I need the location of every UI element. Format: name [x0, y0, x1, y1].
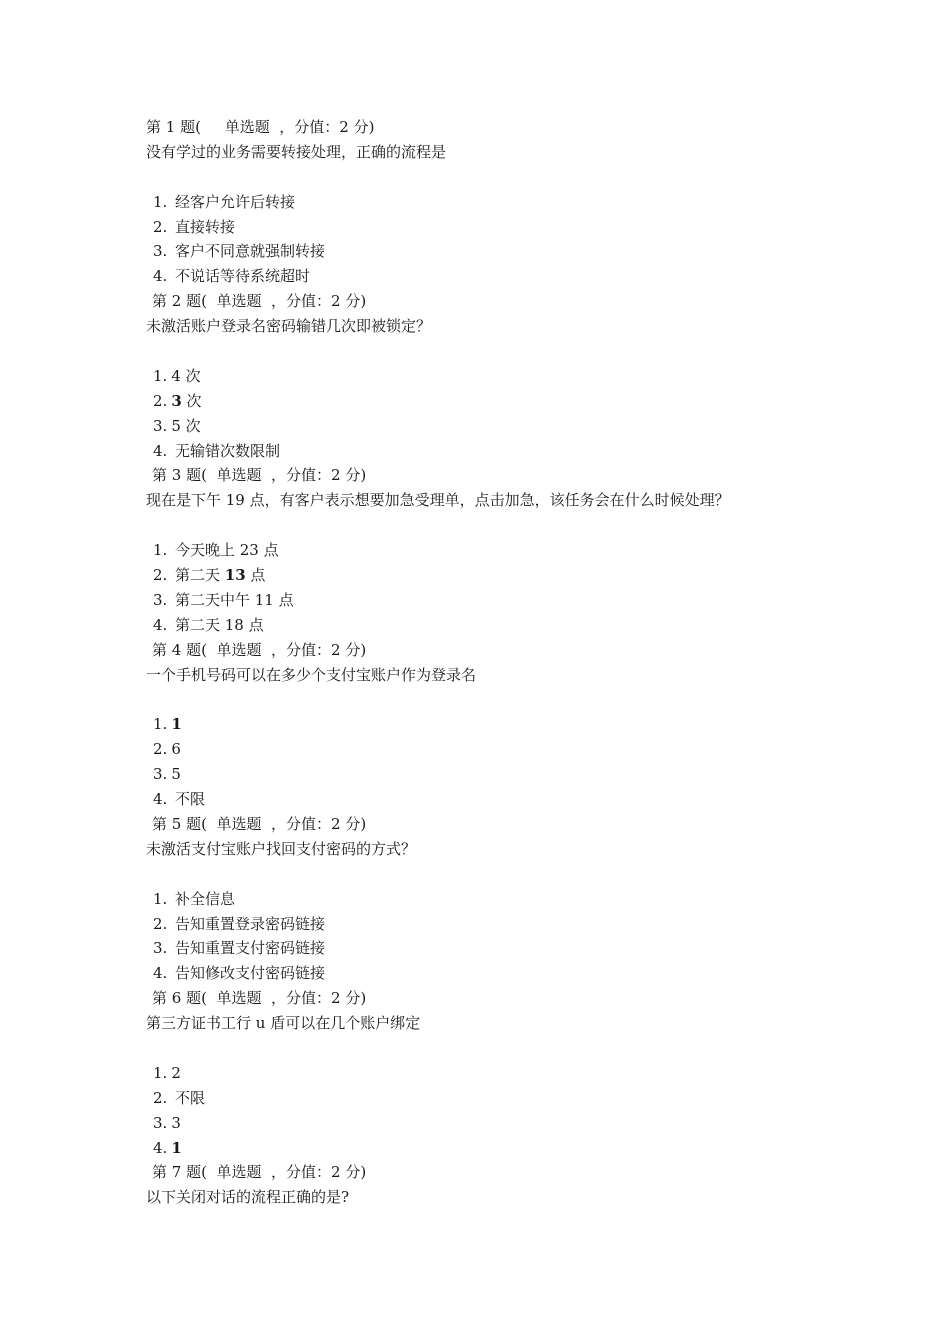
- question-header: 第 5 题( 单选题 ，分值：2 分): [152, 814, 367, 833]
- question-block: [0, 638, 950, 812]
- question-text: 第三方证书工行 u 盾可以在几个账户绑定: [146, 1014, 421, 1033]
- answer-option: [0, 961, 950, 986]
- option-text-tail: 点: [245, 566, 266, 585]
- option-number: 1.: [153, 366, 168, 385]
- option-text: 5 次: [171, 416, 201, 435]
- question-text: 未激活账户登录名密码输错几次即被锁定？: [146, 317, 432, 336]
- question-header: 第 4 题( 单选题 ，分值：2 分): [152, 640, 367, 659]
- option-number: 3.: [153, 939, 168, 958]
- option-number: 1.: [153, 192, 168, 211]
- answer-option: [0, 1136, 950, 1161]
- option-number: 3.: [153, 242, 168, 261]
- question-header: 第 7 题( 单选题 ，分值：2 分): [152, 1163, 367, 1182]
- answer-option: [0, 215, 950, 240]
- option-number: 3.: [153, 590, 168, 609]
- spacer: [0, 339, 950, 364]
- option-number: 2.: [153, 740, 168, 759]
- question-header: 第 1 题( 单选题 ，分值：2 分): [146, 118, 375, 136]
- answer-option: [0, 588, 950, 613]
- spacer: [0, 1036, 950, 1061]
- option-text: 2: [171, 1063, 181, 1082]
- option-text: 第二天 18 点: [175, 615, 264, 634]
- option-number: 4.: [153, 1138, 168, 1157]
- option-number: 4.: [153, 441, 168, 460]
- question-text: 一个手机号码可以在多少个支付宝账户作为登录名: [146, 665, 477, 684]
- question-header: 第 2 题( 单选题 ，分值：2 分): [152, 292, 367, 311]
- option-number: 3.: [153, 1113, 168, 1132]
- option-highlight: 13: [224, 566, 246, 585]
- option-number: 3.: [153, 765, 168, 784]
- question-block: [0, 289, 950, 463]
- option-number: 2.: [153, 391, 168, 410]
- option-text: 告知修改支付密码链接: [175, 964, 326, 983]
- question-block: [0, 812, 950, 986]
- option-number: 4.: [153, 790, 168, 809]
- answer-option: [0, 239, 950, 264]
- question-block: [0, 1160, 950, 1210]
- question-block: [0, 463, 950, 637]
- option-highlight: 1: [171, 1138, 182, 1157]
- option-number: 1.: [153, 715, 168, 734]
- option-text: 次: [181, 391, 202, 410]
- option-text: 告知重置支付密码链接: [175, 939, 326, 958]
- answer-option: [0, 787, 950, 812]
- question-block: [0, 115, 950, 289]
- answer-option: [0, 389, 950, 414]
- answer-option: [0, 190, 950, 215]
- answer-option: [0, 439, 950, 464]
- question-block: [0, 986, 950, 1160]
- option-number: 2.: [153, 217, 168, 236]
- option-number: 1.: [153, 1063, 168, 1082]
- answer-option: [0, 912, 950, 937]
- option-number: 1.: [153, 541, 168, 560]
- answer-option: [0, 364, 950, 389]
- option-text: 直接转接: [175, 217, 236, 236]
- option-text: 不限: [175, 1088, 206, 1107]
- option-number: 4.: [153, 267, 168, 286]
- option-text: 不限: [175, 790, 206, 809]
- question-text: 未激活支付宝账户找回支付密码的方式？: [146, 839, 417, 858]
- answer-option: [0, 1111, 950, 1136]
- question-text: 没有学过的业务需要转接处理，正确的流程是: [146, 142, 447, 161]
- answer-option: [0, 936, 950, 961]
- option-text: 5: [171, 765, 181, 784]
- option-number: 1.: [153, 889, 168, 908]
- option-number: 2.: [153, 1088, 168, 1107]
- answer-option: [0, 1061, 950, 1086]
- option-text: 告知重置登录密码链接: [175, 914, 326, 933]
- option-text: 今天晚上 23 点: [175, 541, 279, 560]
- option-highlight: 1: [171, 715, 182, 734]
- question-header: 第 3 题( 单选题 ，分值：2 分): [152, 466, 367, 485]
- option-text: 经客户允许后转接: [175, 192, 296, 211]
- spacer: [0, 862, 950, 887]
- option-text: 客户不同意就强制转接: [175, 242, 326, 261]
- answer-option: [0, 712, 950, 737]
- question-text: 以下关闭对话的流程正确的是?: [146, 1188, 350, 1207]
- answer-option: [0, 762, 950, 787]
- option-text: 3: [171, 1113, 181, 1132]
- spacer: [0, 687, 950, 712]
- option-text: 无输错次数限制: [175, 441, 281, 460]
- answer-option: [0, 414, 950, 439]
- option-number: 4.: [153, 964, 168, 983]
- option-text: 补全信息: [175, 889, 236, 908]
- option-text: 第二天中午 11 点: [175, 590, 294, 609]
- question-header: 第 6 题( 单选题 ，分值：2 分): [152, 989, 367, 1008]
- option-highlight: 3: [171, 391, 182, 410]
- option-number: 2.: [153, 914, 168, 933]
- answer-option: [0, 563, 950, 588]
- option-text: 4 次: [171, 366, 201, 385]
- answer-option: [0, 887, 950, 912]
- option-text: 第二天: [175, 566, 225, 585]
- option-number: 3.: [153, 416, 168, 435]
- option-text: 6: [171, 740, 181, 759]
- answer-option: [0, 737, 950, 762]
- question-text: 现在是下午 19 点，有客户表示想要加急受理单，点击加急，该任务会在什么时候处理？: [146, 491, 730, 510]
- answer-option: [0, 538, 950, 563]
- option-number: 2.: [153, 566, 168, 585]
- option-text: 不说话等待系统超时: [175, 267, 311, 286]
- spacer: [0, 513, 950, 538]
- option-number: 4.: [153, 615, 168, 634]
- spacer: [0, 165, 950, 190]
- answer-option: [0, 613, 950, 638]
- answer-option: [0, 264, 950, 289]
- answer-option: [0, 1086, 950, 1111]
- quiz-document: [0, 115, 950, 1210]
